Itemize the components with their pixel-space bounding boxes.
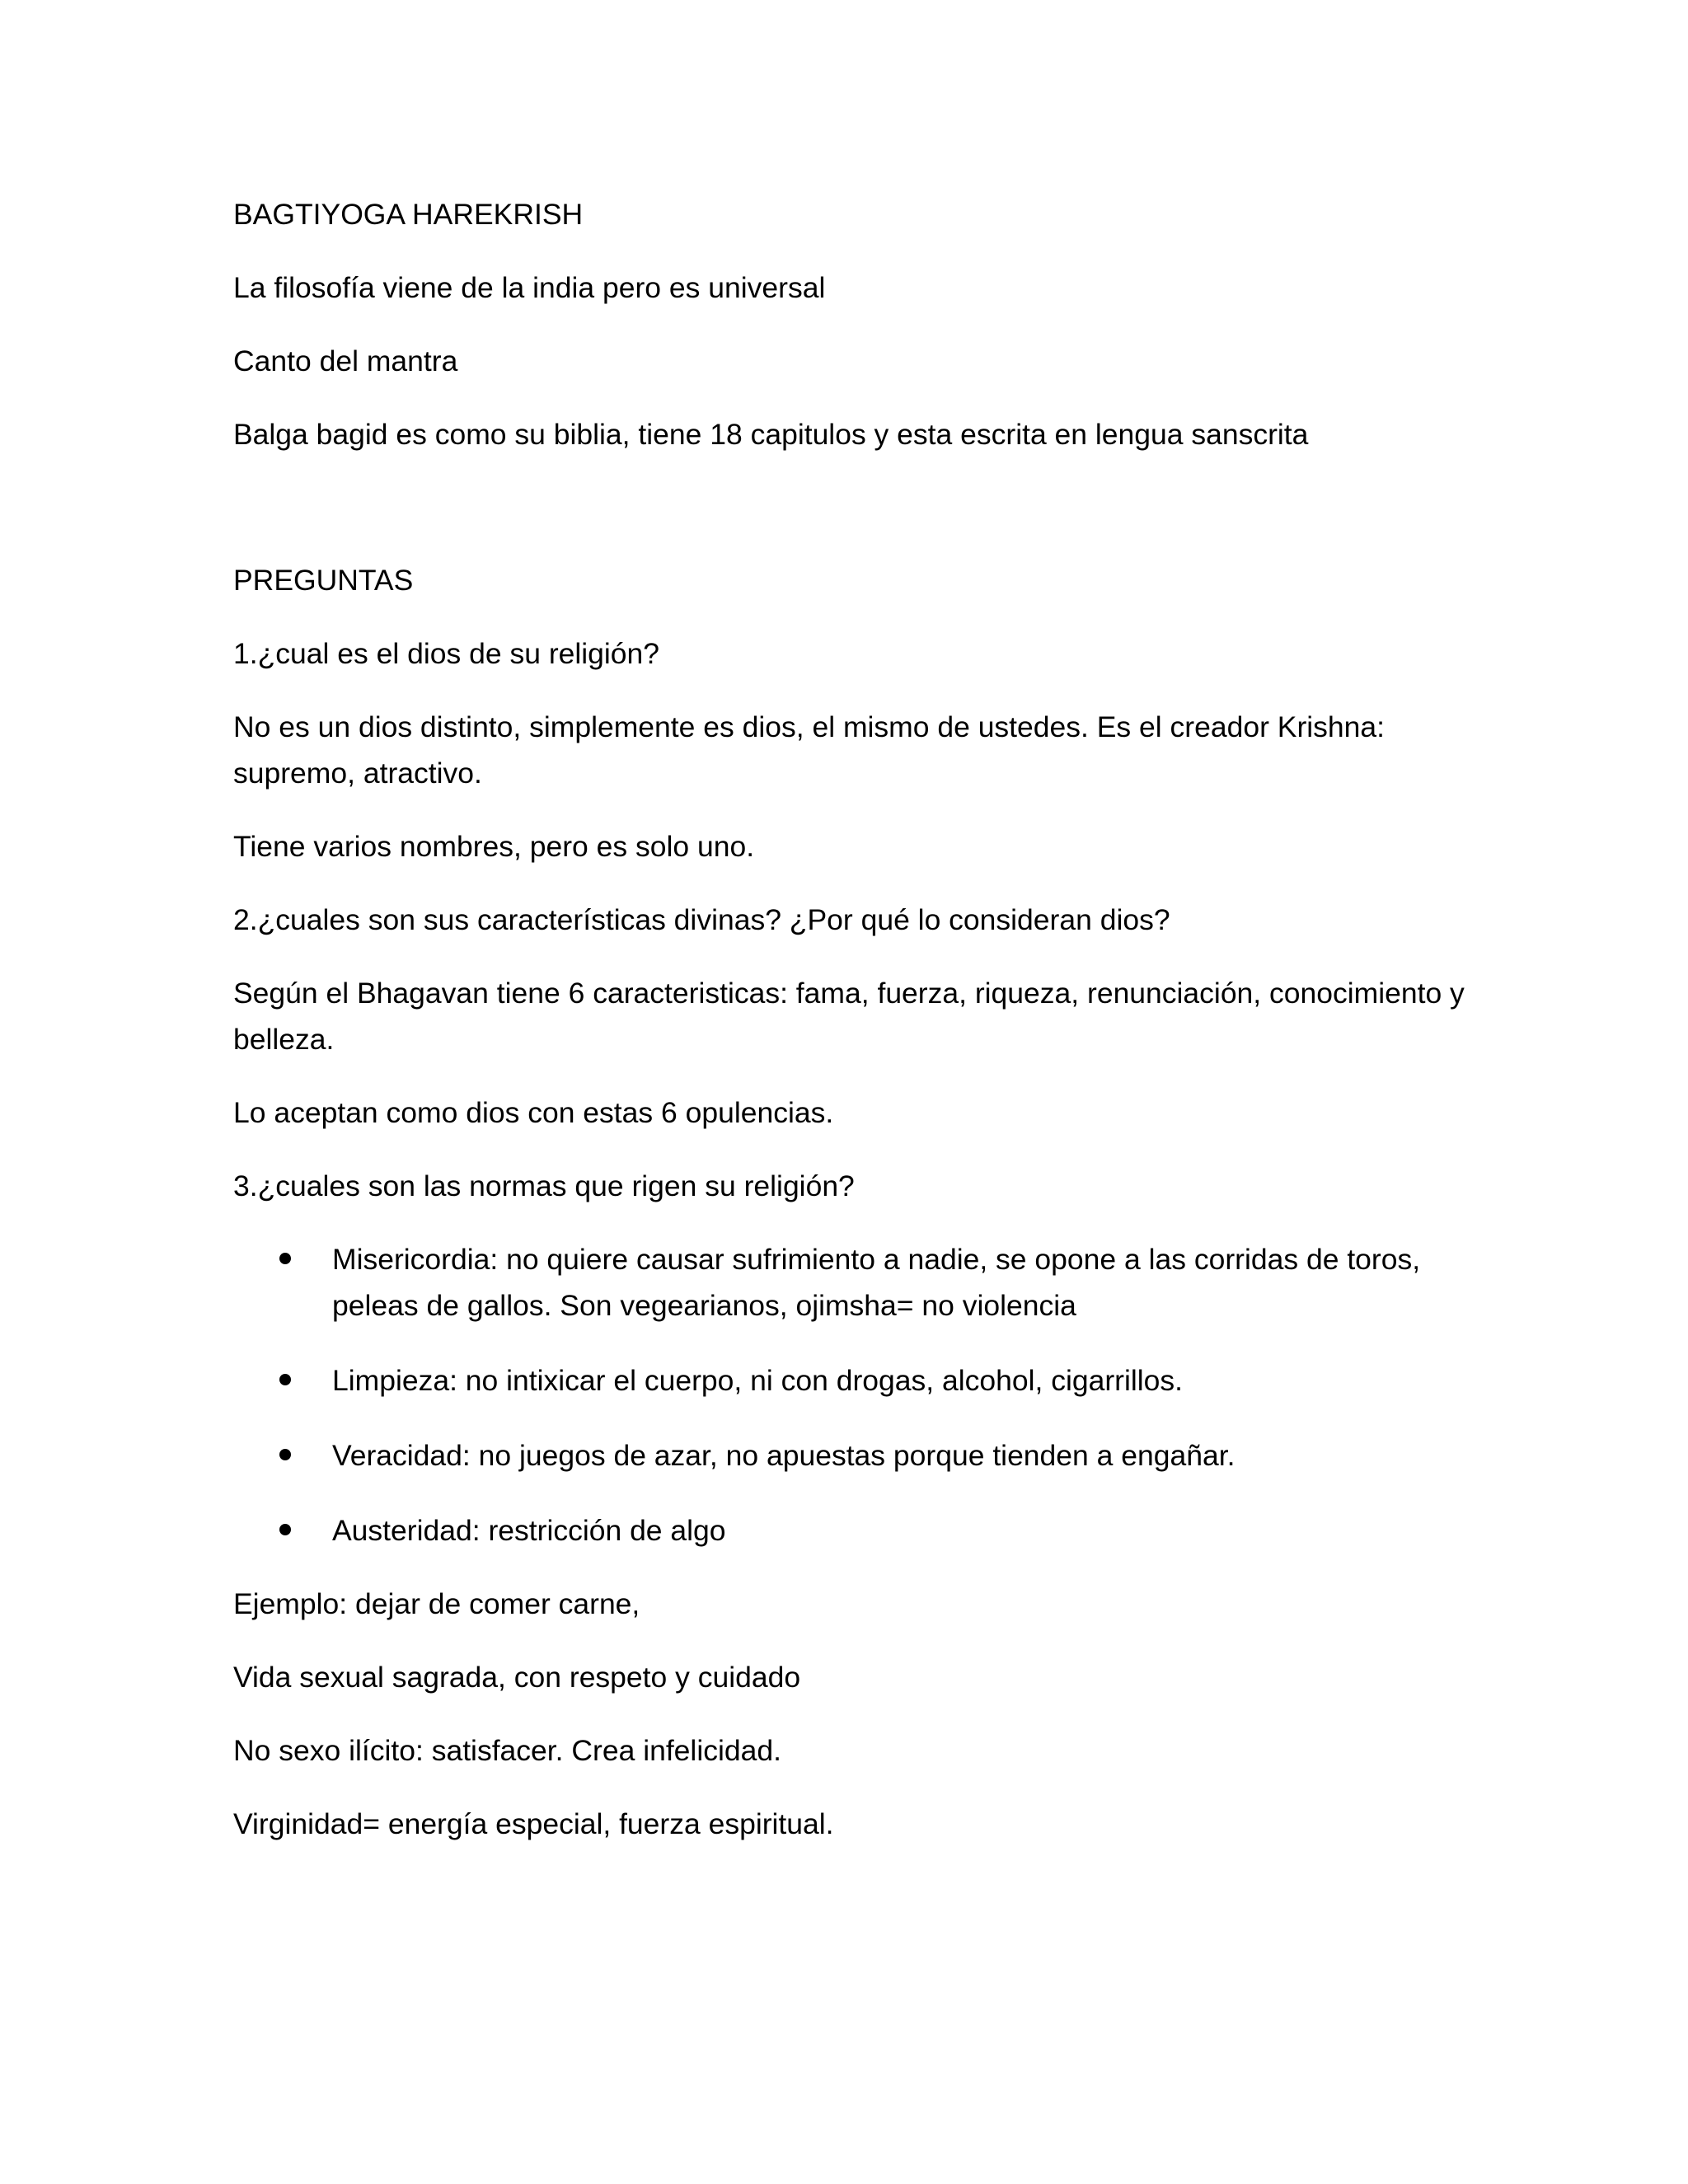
blank-line	[233, 485, 1470, 557]
bullet-item-limpieza	[233, 1357, 1470, 1404]
intro-line-scripture: Balga bagid es como su biblia, tiene 18 capitulos y esta escrita en lengua sanscrita	[233, 418, 1309, 451]
questions-heading: PREGUNTAS	[233, 564, 414, 597]
bullet-item-veracidad	[233, 1432, 1470, 1479]
document-title: BAGTIYOGA HAREKRISH	[233, 198, 584, 231]
document-body	[233, 191, 1470, 1874]
bullet-item-misericordia	[233, 1236, 1470, 1329]
bullet-icon	[279, 1524, 291, 1535]
after-line-no-sexo: No sexo ilícito: satisfacer. Crea infelicidad.	[233, 1734, 781, 1767]
bullet-text: Misericordia: no quiere causar sufrimiento a nadie, se opone a las corridas de toros, peleas de gallos. Son vegearianos, ojimsha= no violencia	[332, 1243, 1421, 1322]
answer-1-paragraph-1: No es un dios distinto, simplemente es dios, el mismo de ustedes. Es el creador Krishna: supremo, atractivo.	[233, 710, 1385, 790]
bullet-text: Veracidad: no juegos de azar, no apuestas porque tienden a engañar.	[332, 1439, 1236, 1472]
question-1: 1.¿cual es el dios de su religión?	[233, 637, 660, 670]
question-2: 2.¿cuales son sus características divinas? ¿Por qué lo consideran dios?	[233, 903, 1170, 936]
bullet-text: Limpieza: no intixicar el cuerpo, ni con drogas, alcohol, cigarrillos.	[332, 1364, 1183, 1397]
norms-bullet-list	[233, 1236, 1470, 1554]
answer-2-paragraph-1: Según el Bhagavan tiene 6 caracteristicas: fama, fuerza, riqueza, renunciación, conocimiento y belleza.	[233, 977, 1465, 1056]
bullet-text: Austeridad: restricción de algo	[332, 1514, 726, 1547]
answer-2-paragraph-2: Lo aceptan como dios con estas 6 opulencias.	[233, 1096, 834, 1129]
after-line-vida-sexual: Vida sexual sagrada, con respeto y cuidado	[233, 1661, 801, 1694]
question-3: 3.¿cuales son las normas que rigen su religión?	[233, 1169, 855, 1202]
bullet-icon	[279, 1253, 291, 1264]
intro-line-philosophy: La filosofía viene de la india pero es universal	[233, 271, 826, 304]
after-line-ejemplo: Ejemplo: dejar de comer carne,	[233, 1587, 640, 1620]
bullet-icon	[279, 1449, 291, 1460]
bullet-icon	[279, 1374, 291, 1385]
bullet-item-austeridad	[233, 1507, 1470, 1554]
after-line-virginidad: Virginidad= energía especial, fuerza espiritual.	[233, 1807, 834, 1840]
answer-1-paragraph-2: Tiene varios nombres, pero es solo uno.	[233, 830, 755, 863]
intro-line-mantra: Canto del mantra	[233, 344, 458, 377]
